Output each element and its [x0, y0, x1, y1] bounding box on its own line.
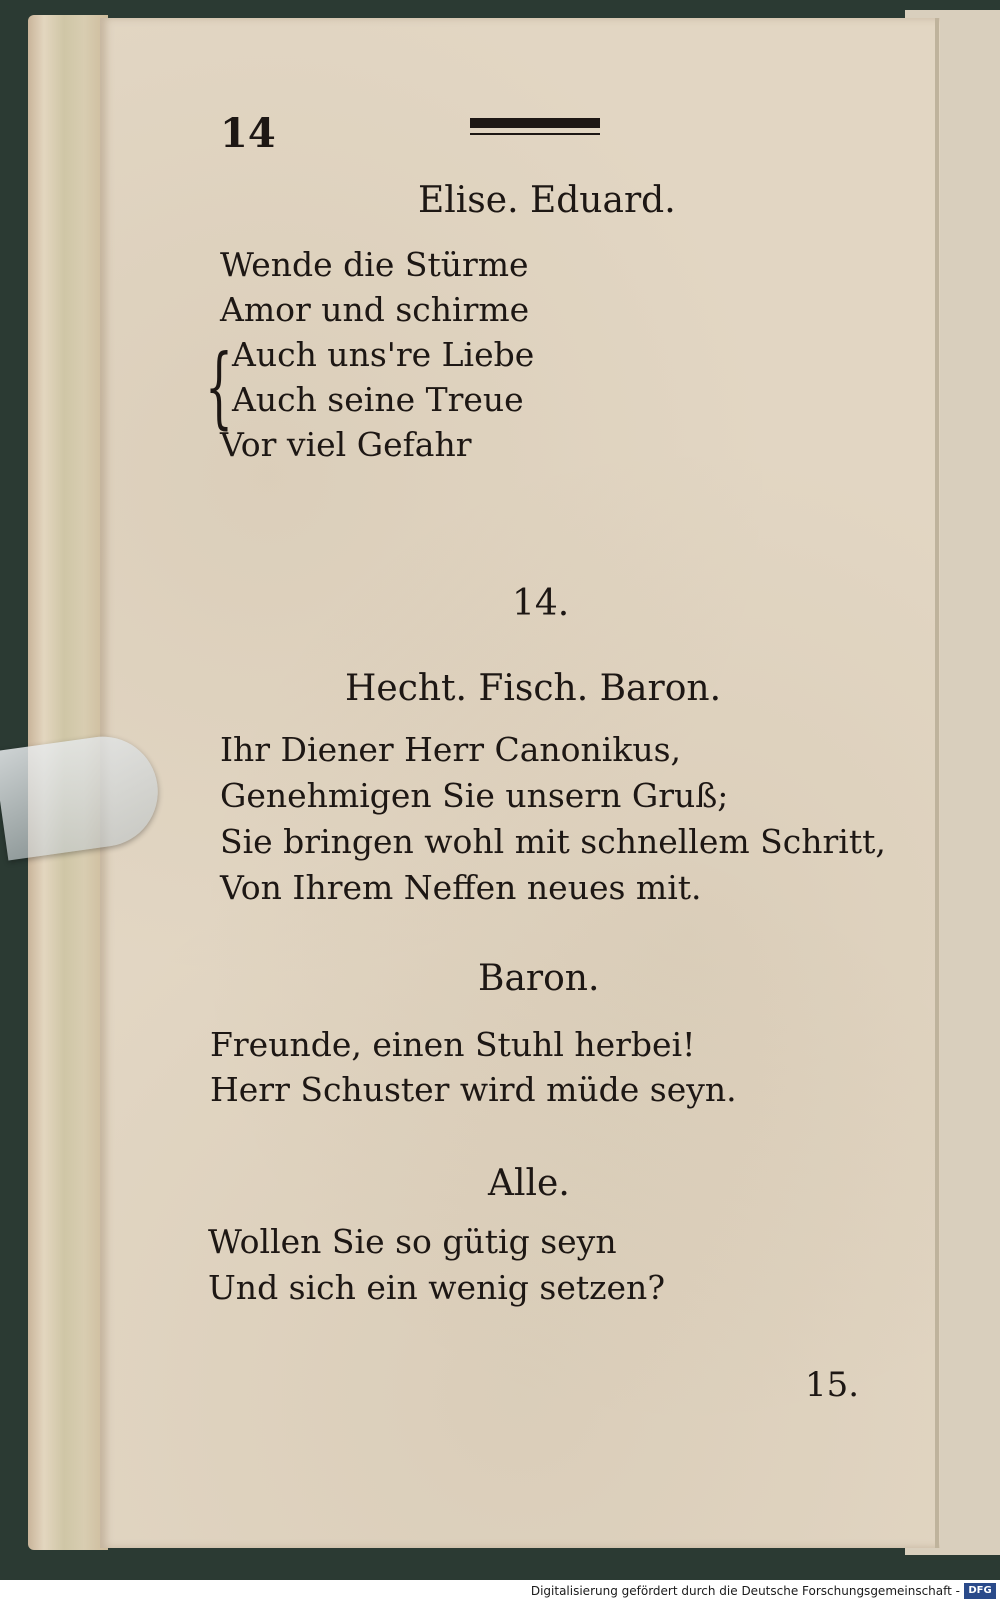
header-ornament — [470, 118, 600, 128]
page-edge — [935, 18, 939, 1548]
section-a-line-5: Vor viel Gefahr — [220, 425, 472, 464]
digitization-credit: Digitalisierung gefördert durch die Deutsche Forschungsgemeinschaft - — [530, 1584, 960, 1598]
section-a-speakers: Elise. Eduard. — [418, 180, 676, 221]
section-b-line-2: Genehmigen Sie unsern Gruß; — [220, 776, 729, 815]
section-d-speaker: Alle. — [488, 1163, 570, 1204]
section-b-line-1: Ihr Diener Herr Canonikus, — [220, 730, 682, 769]
section-b-line-4: Von Ihrem Neffen neues mit. — [220, 868, 702, 907]
section-b-speakers: Hecht. Fisch. Baron. — [345, 668, 722, 709]
section-a-line-3: Auch uns're Liebe — [232, 335, 535, 374]
section-c-speaker: Baron. — [478, 958, 600, 999]
section-a-line-2: Amor und schirme — [220, 290, 530, 329]
page-number: 14 — [220, 110, 276, 157]
section-c-line-1: Freunde, einen Stuhl herbei! — [210, 1025, 696, 1064]
section-c-line-2: Herr Schuster wird müde seyn. — [210, 1070, 737, 1109]
section-d-line-1: Wollen Sie so gütig seyn — [208, 1222, 617, 1261]
verse-brace: { — [205, 335, 233, 438]
section-d-line-2: Und sich ein wenig setzen? — [208, 1268, 666, 1307]
section-number: 14. — [512, 583, 570, 624]
section-a-line-1: Wende die Stürme — [220, 245, 529, 284]
dfg-logo: DFG — [964, 1583, 996, 1599]
section-b-line-3: Sie bringen wohl mit schnellem Schritt, — [220, 822, 886, 861]
header-ornament-rule — [470, 133, 600, 135]
catchword-page-signature: 15. — [805, 1365, 860, 1405]
section-a-line-4: Auch seine Treue — [232, 380, 524, 419]
